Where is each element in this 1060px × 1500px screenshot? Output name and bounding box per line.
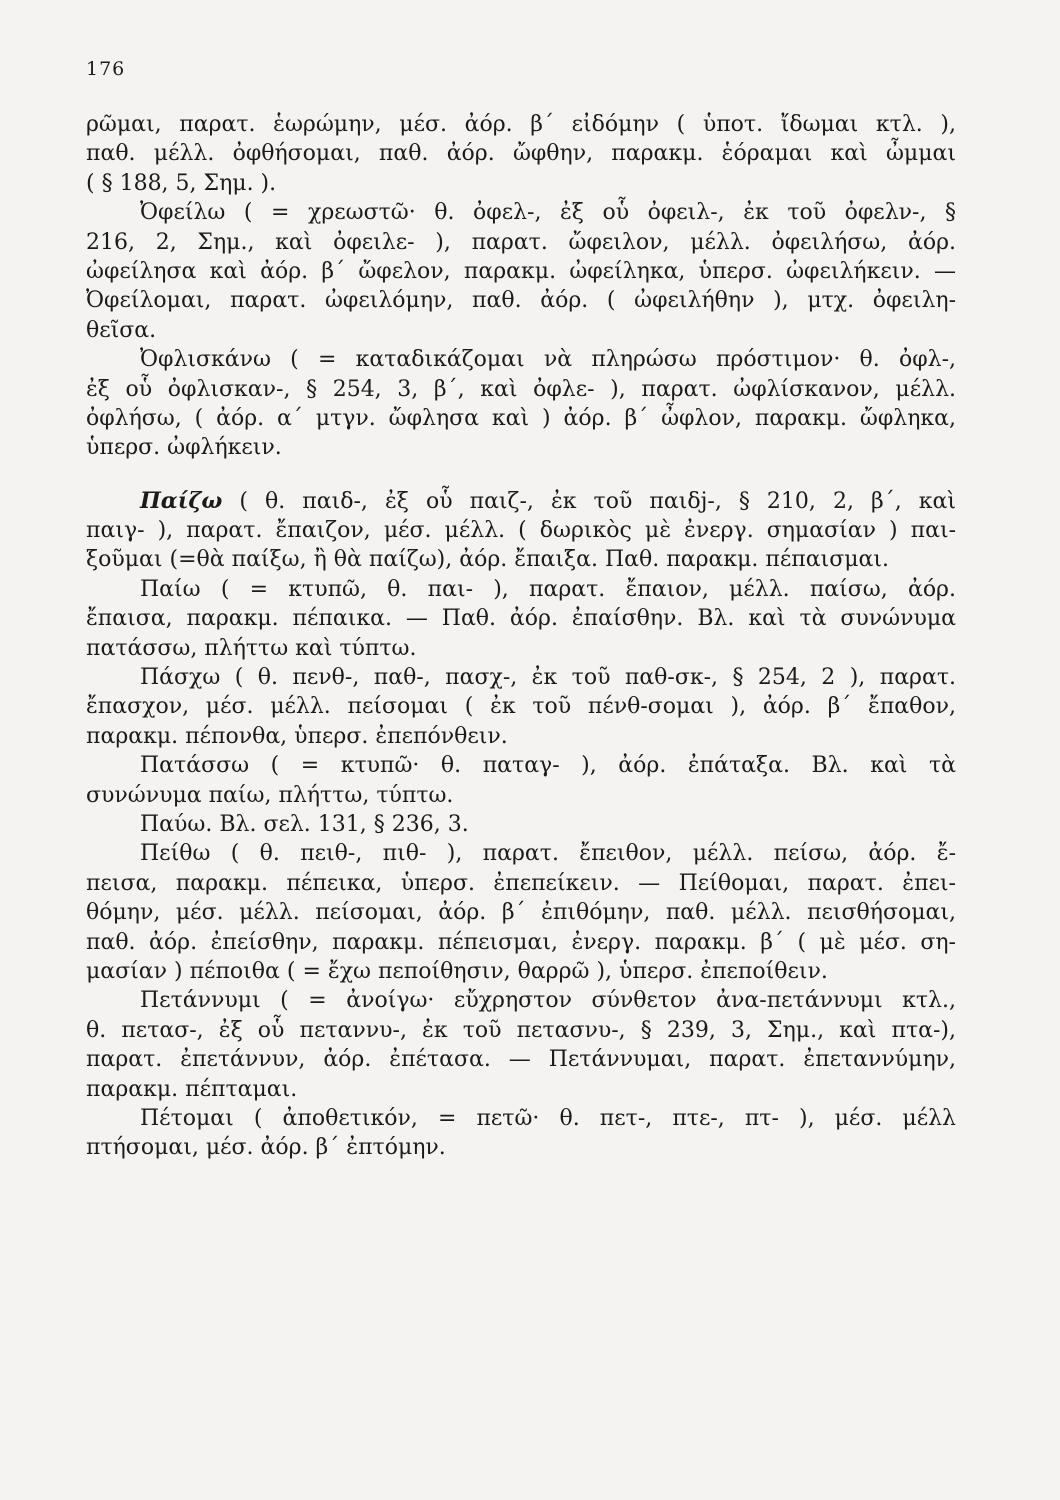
headword-rest: ( θ. παιδ-, ἐξ οὗ παιζ-, ἐκ τοῦ παιδj-, § 210, 2, β΄, καὶ <box>222 488 956 514</box>
entry-patasso <box>86 751 956 810</box>
entry-line: πτήσομαι, μέσ. ἀόρ. β΄ ἐπτόμην. <box>86 1135 446 1161</box>
entry-line: ρῶμαι, παρατ. ἑωρώμην, μέσ. ἀόρ. β΄ εἰδόμην ( ὑποτ. ἴδωμαι κτλ. ), <box>86 112 956 137</box>
entry-pauo <box>86 810 956 839</box>
entry-line: ὠφείλησα καὶ ἀόρ. β΄ ὤφελον, παρακμ. ὠφείληκα, ὑπερσ. ὠφειλήκειν. — <box>86 258 956 284</box>
entry-line <box>86 487 956 516</box>
section-gap <box>86 463 956 487</box>
entry-line: παιγ- ), παρατ. ἔπαιζον, μέσ. μέλλ. ( δωρικὸς μὲ ἐνεργ. σημασίαν ) παι- <box>86 518 956 544</box>
entry-line: Παύω. Βλ. σελ. 131, § 236, 3. <box>140 811 469 837</box>
entry-pascho <box>86 663 956 751</box>
entry-line: ὑπερσ. ὠφλήκειν. <box>86 435 282 461</box>
entry-line: ἐξ οὗ ὀφλισκαν-, § 254, 3, β΄, καὶ ὀφλε- ), παρατ. ὠφλίσκανον, μέλλ. <box>86 376 956 402</box>
entry-line: παρακμ. πέπταμαι. <box>86 1076 298 1102</box>
entry-line: Πατάσσω ( = κτυπῶ· θ. παταγ- ), ἀόρ. ἐπάταξα. Βλ. καὶ τὰ <box>140 753 956 779</box>
entry-ofliskano <box>86 345 956 463</box>
entry-petannymi <box>86 986 956 1104</box>
entry-line: 216, 2, Σημ., καὶ ὀφειλε- ), παρατ. ὤφειλον, μέλλ. ὀφειλήσω, ἀόρ. <box>86 229 956 255</box>
lexicon-text <box>86 110 956 1163</box>
entry-line: παρατ. ἐπετάννυν, ἀόρ. ἐπέτασα. — Πετάννυμαι, παρατ. ἐπεταννύμην, <box>86 1047 956 1073</box>
entry-line: Ὀφείλω ( = χρεωστῶ· θ. ὀφελ-, ἐξ οὗ ὀφειλ-, ἐκ τοῦ ὀφελν-, § <box>140 200 956 226</box>
entry-line: ξοῦμαι (=θὰ παίξω, ἢ θὰ παίζω), ἀόρ. ἔπαιξα. Παθ. παρακμ. πέπαισμαι. <box>86 547 889 573</box>
entry-line: παθ. μέλλ. ὀφθήσομαι, παθ. ἀόρ. ὤφθην, παρακμ. ἑόραμαι καὶ ὦμμαι <box>86 141 956 167</box>
entry-ofeilo <box>86 198 956 345</box>
headword-bold: Παίζω <box>140 487 223 514</box>
page-number: 176 <box>86 58 126 80</box>
entry-paizo <box>86 487 956 575</box>
entry-line: πατάσσω, πλήττω καὶ τύπτω. <box>86 635 417 661</box>
entry-line: θ. πετασ-, ἐξ οὗ πεταννυ-, ἐκ τοῦ πετασνυ-, § 239, 3, Σημ., καὶ πτα-), <box>86 1017 956 1043</box>
entry-line: παθ. ἀόρ. ἐπείσθην, παρακμ. πέπεισμαι, ἐνεργ. παρακμ. β΄ ( μὲ μέσ. ση- <box>86 929 956 955</box>
entry-line: θόμην, μέσ. μέλλ. πείσομαι, ἀόρ. β΄ ἐπιθόμην, παθ. μέλλ. πεισθήσομαι, <box>86 900 956 926</box>
entry-line: Πάσχω ( θ. πενθ-, παθ-, πασχ-, ἐκ τοῦ παθ-σκ-, § 254, 2 ), παρατ. <box>140 665 956 691</box>
entry-line: ἔπασχον, μέσ. μέλλ. πείσομαι ( ἐκ τοῦ πένθ-σομαι ), ἀόρ. β΄ ἔπαθον, <box>86 694 956 720</box>
entry-line: Πέτομαι ( ἀποθετικόν, = πετῶ· θ. πετ-, πτε-, πτ- ), μέσ. μέλλ <box>140 1105 956 1131</box>
entry-line: ὀφλήσω, ( ἀόρ. α΄ μτγν. ὤφλησα καὶ ) ἀόρ. β΄ ὦφλον, παρακμ. ὤφληκα, <box>86 405 956 431</box>
entry-paio <box>86 575 956 663</box>
entry-peitho <box>86 839 956 986</box>
entry-line: μασίαν ) πέποιθα ( = ἔχω πεποίθησιν, θαρρῶ ), ὑπερσ. ἐπεποίθειν. <box>86 958 828 984</box>
entry-line: ἔπαισα, παρακμ. πέπαικα. — Παθ. ἀόρ. ἐπαίσθην. Βλ. καὶ τὰ συνώνυμα <box>86 606 956 632</box>
entry-line: Παίω ( = κτυπῶ, θ. παι- ), παρατ. ἔπαιον, μέλλ. παίσω, ἀόρ. <box>140 576 956 602</box>
entry-line: Ὀφλισκάνω ( = καταδικάζομαι νὰ πληρώσω πρόστιμον· θ. ὀφλ-, <box>140 347 956 373</box>
entry-oro-cont <box>86 110 956 198</box>
entry-line: θεῖσα. <box>86 317 157 343</box>
entry-line: παρακμ. πέπονθα, ὑπερσ. ἐπεπόνθειν. <box>86 723 508 749</box>
entry-line: Πείθω ( θ. πειθ-, πιθ- ), παρατ. ἔπειθον, μέλλ. πείσω, ἀόρ. ἔ- <box>140 841 956 867</box>
entry-line: συνώνυμα παίω, πλήττω, τύπτω. <box>86 782 454 808</box>
entry-line: ( § 188, 5, Σημ. ). <box>86 170 277 196</box>
entry-petomai <box>86 1104 956 1163</box>
entry-line: Ὀφείλομαι, παρατ. ὠφειλόμην, παθ. ἀόρ. ( ὠφειλήθην ), μτχ. ὀφειλη- <box>86 288 956 314</box>
entry-line: πεισα, παρακμ. πέπεικα, ὑπερσ. ἐπεπείκειν. — Πείθομαι, παρατ. ἐπει- <box>86 870 956 896</box>
entry-line: Πετάννυμι ( = ἀνοίγω· εὔχρηστον σύνθετον ἀνα-πετάννυμι κτλ., <box>140 988 956 1014</box>
